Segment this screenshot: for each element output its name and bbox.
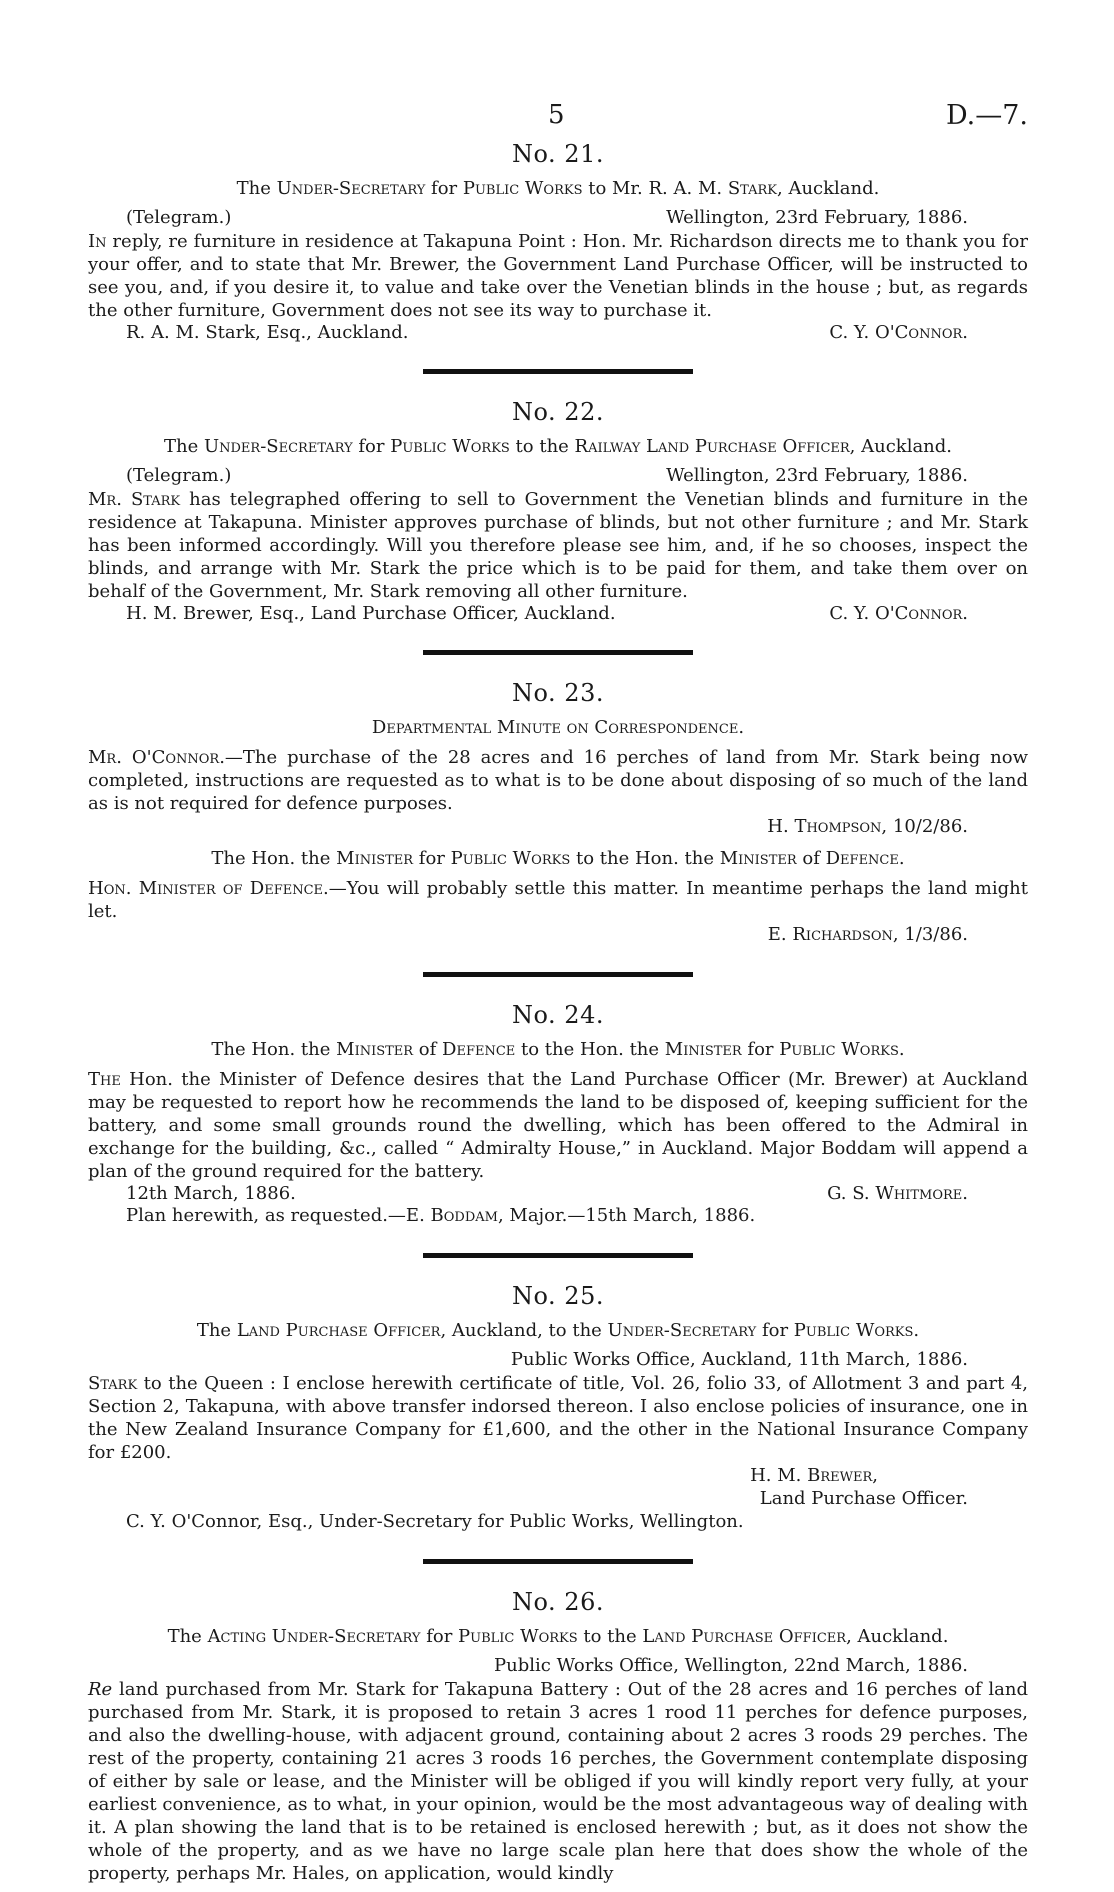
letter-body: Stark to the Queen : I enclose herewith certificate of title, Vol. 26, folio 33, of Allotment 3 and part 4, Section 2, Takapuna, with above transfer indorsed thereon. I also enclose policies of insurance, one in the New Zealand Insurance Company for £1,600, and the other in the National Insurance Company for £200. bbox=[88, 1373, 1028, 1463]
signature: C. Y. O'Connor. bbox=[829, 322, 968, 343]
letter-date: 12th March, 1886. bbox=[126, 1183, 296, 1204]
letter-no-23 bbox=[88, 679, 1028, 946]
document-reference: D.—7. bbox=[945, 100, 1028, 131]
letter-no-25 bbox=[88, 1282, 1028, 1533]
section-divider bbox=[423, 650, 693, 655]
letter-heading: The Under-Secretary for Public Works to the Railway Land Purchase Officer, Auckland. bbox=[163, 436, 953, 457]
addressee: H. M. Brewer, Esq., Land Purchase Officer, Auckland. bbox=[126, 603, 616, 624]
letter-number: No. 26. bbox=[512, 1588, 604, 1616]
letter-number: No. 24. bbox=[512, 1001, 604, 1029]
letter-heading: The Land Purchase Officer, Auckland, to the Under-Secretary for Public Works. bbox=[196, 1320, 920, 1341]
telegram-label: (Telegram.) bbox=[126, 207, 232, 228]
signature-line bbox=[88, 603, 1028, 624]
minute-signature-2: E. Richardson, 1/3/86. bbox=[767, 924, 968, 945]
letter-no-26 bbox=[88, 1588, 1028, 1885]
letter-number: No. 23. bbox=[512, 679, 604, 707]
minute-address-line: The Hon. the Minister for Public Works to the Hon. the Minister of Defence. bbox=[211, 848, 905, 869]
plan-note: Plan herewith, as requested.—E. Boddam, Major.—15th March, 1886. bbox=[126, 1205, 756, 1226]
signature-line bbox=[88, 322, 1028, 343]
telegram-line bbox=[88, 465, 1028, 486]
letter-no-22 bbox=[88, 398, 1028, 624]
letter-body: Mr. Stark has telegraphed offering to sell to Government the Venetian blinds and furniture in the residence at Takapuna. Minister approves purchase of blinds, but not other furniture ; and Mr. Stark has been informed accordingly. Will you therefore please see him, and, if he so chooses, inspect the blinds, and arrange with Mr. Stark the price which is to be paid for them, and take them over on behalf of the Government, Mr. Stark removing all other furniture. bbox=[88, 489, 1028, 602]
telegram-line bbox=[88, 207, 1028, 228]
letter-heading: The Under-Secretary for Public Works to Mr. R. A. M. Stark, Auckland. bbox=[236, 178, 880, 199]
letter-body: In reply, re furniture in residence at Takapuna Point : Hon. Mr. Richardson directs me to thank you for your offer, and to state that Mr. Brewer, the Government Land Purchase Officer, will be instructed to see you, and, if you desire it, to value and take over the Venetian blinds in the house ; but, as regards the other furniture, Government does not see its way to purchase it. bbox=[88, 231, 1028, 321]
section-divider bbox=[423, 1559, 693, 1564]
signature: G. S. Whitmore. bbox=[827, 1183, 968, 1204]
page-number: 5 bbox=[548, 100, 565, 130]
letter-no-21 bbox=[88, 140, 1028, 343]
addressee: R. A. M. Stark, Esq., Auckland. bbox=[126, 322, 409, 343]
letter-heading: The Hon. the Minister of Defence to the Hon. the Minister for Public Works. bbox=[211, 1039, 905, 1060]
letter-number: No. 25. bbox=[512, 1282, 604, 1310]
section-divider bbox=[423, 972, 693, 977]
place-date: Public Works Office, Wellington, 22nd March, 1886. bbox=[494, 1655, 968, 1676]
section-divider bbox=[423, 1253, 693, 1258]
minute-body-1: Mr. O'Connor.—The purchase of the 28 acres and 16 perches of land from Mr. Stark being now completed, instructions are requested as to what is to be done about disposing of so much of the land as is not required for defence purposes. bbox=[88, 747, 1028, 814]
place-date: Wellington, 23rd February, 1886. bbox=[666, 465, 968, 486]
telegram-label: (Telegram.) bbox=[126, 465, 232, 486]
place-date: Public Works Office, Auckland, 11th March, 1886. bbox=[510, 1349, 968, 1370]
place-date: Wellington, 23rd February, 1886. bbox=[666, 207, 968, 228]
letter-body: Re land purchased from Mr. Stark for Takapuna Battery : Out of the 28 acres and 16 perches of land purchased from Mr. Stark, it is proposed to retain 3 acres 1 rood 11 perches for defence purposes, and also the dwelling-house, with adjacent ground, containing about 2 acres 3 roods 29 perches. The rest of the property, containing 21 acres 3 roods 16 perches, the Government contemplate disposing of either by sale or lease, and the Minister will be obliged if you will kindly report very fully, at your earliest convenience, as to what, in your opinion, would be the most advantageous way of dealing with it. A plan showing the land that is to be retained is enclosed herewith ; but, as it does not show the whole of the property, and as we have no large scale plan here that does show the whole of the property, perhaps Mr. Hales, on application, would kindly bbox=[88, 1679, 1028, 1884]
letter-heading: Departmental Minute on Correspondence. bbox=[371, 717, 745, 738]
letter-no-24 bbox=[88, 1001, 1028, 1227]
signature-line bbox=[88, 1183, 1028, 1204]
section-divider bbox=[423, 369, 693, 374]
letter-body: The Hon. the Minister of Defence desires that the Land Purchase Officer (Mr. Brewer) at Auckland may be requested to report how he recommends the land to be disposed of, keeping sufficient for the battery, and some small grounds round the dwelling, which has been offered to the Admiral in exchange for the building, &c., called “ Admiralty House,” in Auckland. Major Boddam will append a plan of the ground required for the battery. bbox=[88, 1069, 1028, 1182]
page-header bbox=[88, 100, 1028, 140]
signature-title: Land Purchase Officer. bbox=[759, 1488, 968, 1509]
letter-number: No. 22. bbox=[512, 398, 604, 426]
minute-body-2: Hon. Minister of Defence.—You will probably settle this matter. In meantime perhaps the land might let. bbox=[88, 878, 1028, 922]
signature: C. Y. O'Connor. bbox=[829, 603, 968, 624]
letter-heading: The Acting Under-Secretary for Public Works to the Land Purchase Officer, Auckland. bbox=[167, 1626, 949, 1647]
document-page bbox=[88, 100, 1028, 1885]
minute-signature-1: H. Thompson, 10/2/86. bbox=[767, 816, 968, 837]
signature: H. M. Brewer, bbox=[750, 1465, 878, 1486]
letter-number: No. 21. bbox=[512, 140, 604, 168]
addressee: C. Y. O'Connor, Esq., Under-Secretary for Public Works, Wellington. bbox=[126, 1511, 744, 1532]
